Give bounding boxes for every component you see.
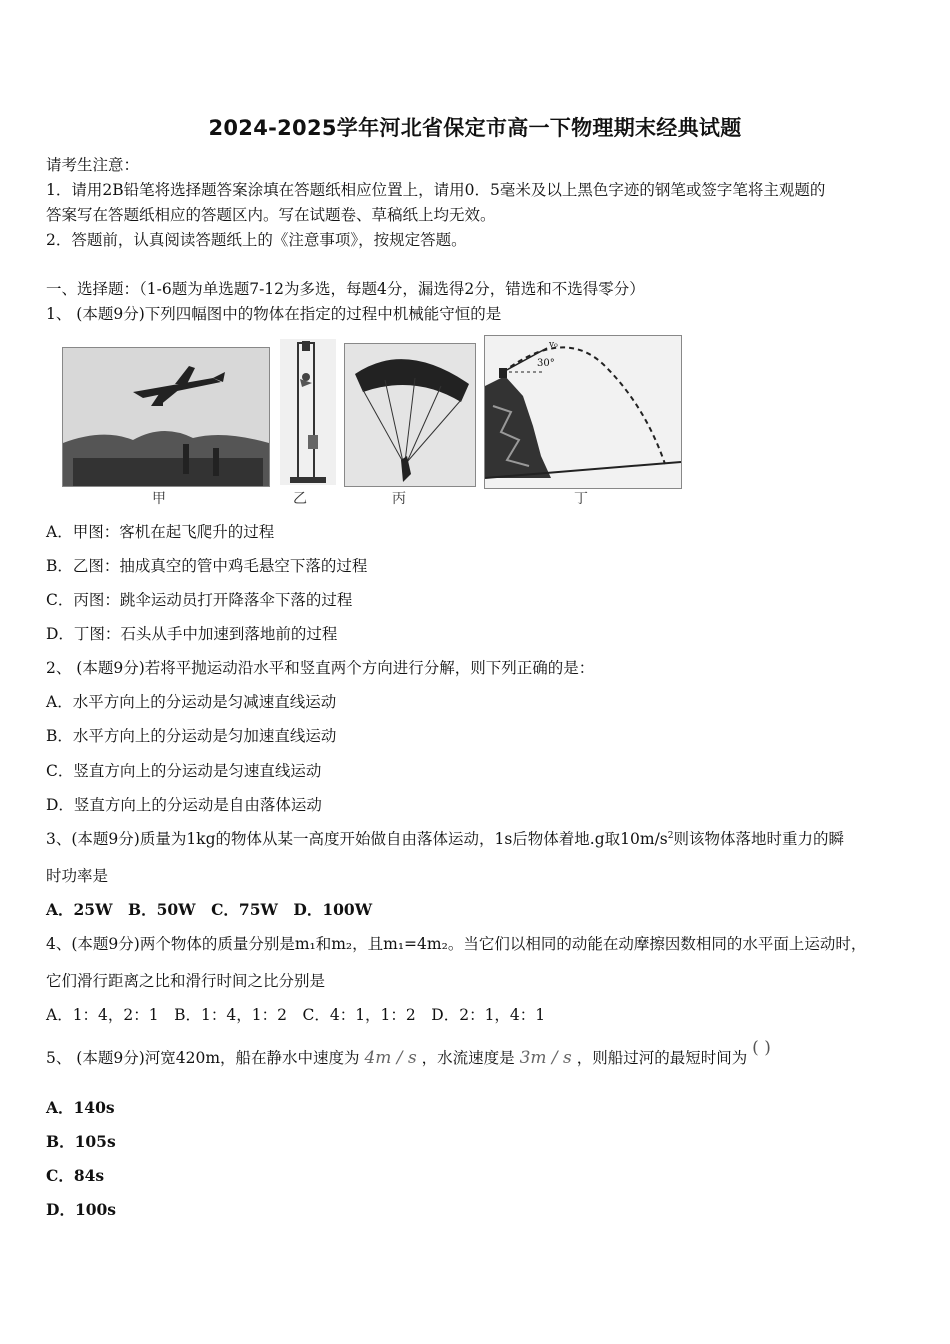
plane-photo bbox=[62, 347, 270, 487]
q5-answer-blank: ( ) bbox=[752, 1038, 771, 1058]
q5-option-c: C．84s bbox=[46, 1166, 105, 1185]
v0-label: v₀ bbox=[549, 340, 558, 350]
caption-bing: 丙 bbox=[392, 491, 406, 507]
q5-speed-1: 4m / s bbox=[364, 1048, 417, 1068]
q5-stem-b: ，水流速度是 bbox=[421, 1049, 515, 1067]
q1-option-b: B．乙图：抽成真空的管中鸡毛悬空下落的过程 bbox=[46, 557, 368, 575]
q2-option-c: C．竖直方向上的分运动是匀速直线运动 bbox=[46, 762, 322, 780]
caption-yi: 乙 bbox=[293, 491, 307, 507]
page-title: 2024-2025学年河北省保定市高一下物理期末经典试题 bbox=[208, 116, 742, 140]
projectile-photo bbox=[484, 335, 682, 489]
q3-options: A．25W B．50W C．75W D．100W bbox=[46, 900, 373, 919]
q2-option-a: A．水平方向上的分运动是匀减速直线运动 bbox=[46, 693, 337, 711]
notice-line-1: 1．请用2B铅笔将选择题答案涂填在答题纸相应位置上，请用0．5毫米及以上黑色字迹的钢笔或签字笔将主观题的 bbox=[46, 181, 826, 199]
q4-options: A．1：4，2：1 B．1：4，1：2 C．4：1，1：2 D．2：1，4：1 bbox=[46, 1006, 546, 1024]
q3-stem-a: 3、(本题9分)质量为1kg的物体从某一高度开始做自由落体运动，1s后物体着地.g取10m/s bbox=[46, 830, 668, 848]
q1-option-d: D．丁图：石头从手中加速到落地前的过程 bbox=[46, 625, 338, 643]
q3-stem bbox=[46, 827, 844, 849]
q5-stem bbox=[46, 1038, 771, 1068]
q1-option-c: C．丙图：跳伞运动员打开降落伞下落的过程 bbox=[46, 591, 353, 609]
notice-heading: 请考生注意： bbox=[46, 156, 140, 174]
notice-line-2: 答案写在答题纸相应的答题区内。写在试题卷、草稿纸上均无效。 bbox=[46, 206, 496, 224]
q5-stem-c: ，则船过河的最短时间为 bbox=[576, 1049, 748, 1067]
q5-option-b: B．105s bbox=[46, 1132, 116, 1151]
q1-stem: 1、 (本题9分)下列四幅图中的物体在指定的过程中机械能守恒的是 bbox=[46, 305, 502, 323]
q5-option-a: A．140s bbox=[46, 1098, 115, 1117]
angle-label: 30° bbox=[537, 358, 555, 369]
notice-line-3: 2．答题前，认真阅读答题纸上的《注意事项》，按规定答题。 bbox=[46, 231, 467, 249]
section-heading: 一、选择题：（1-6题为单选题7-12为多选，每题4分，漏选得2分，错选和不选得零分） bbox=[46, 280, 645, 298]
q5-speed-2: 3m / s bbox=[519, 1048, 572, 1068]
q1-figure bbox=[62, 333, 682, 493]
q3-stem-sup: 2 bbox=[667, 830, 674, 841]
caption-jia: 甲 bbox=[152, 491, 166, 507]
q2-option-d: D．竖直方向上的分运动是自由落体运动 bbox=[46, 796, 322, 814]
q3-stem-line2: 时功率是 bbox=[46, 867, 109, 885]
q2-option-b: B．水平方向上的分运动是匀加速直线运动 bbox=[46, 727, 337, 745]
tube-photo bbox=[280, 339, 336, 485]
q2-stem: 2、 (本题9分)若将平抛运动沿水平和竖直两个方向进行分解，则下列正确的是： bbox=[46, 659, 595, 677]
q5-option-d: D．100s bbox=[46, 1200, 117, 1219]
caption-ding: 丁 bbox=[574, 491, 588, 507]
parachute-photo bbox=[344, 343, 476, 487]
q4-stem-line1: 4、(本题9分)两个物体的质量分别是m₁和m₂，且m₁=4m₂。当它们以相同的动能在动摩擦因数相同的水平面上运动时， bbox=[46, 935, 867, 953]
q3-stem-b: 则该物体落地时重力的瞬 bbox=[673, 830, 845, 848]
q4-stem-line2: 它们滑行距离之比和滑行时间之比分别是 bbox=[46, 972, 326, 990]
q1-option-a: A．甲图：客机在起飞爬升的过程 bbox=[46, 523, 275, 541]
q5-stem-a: 5、 (本题9分)河宽420m，船在静水中速度为 bbox=[46, 1049, 360, 1067]
